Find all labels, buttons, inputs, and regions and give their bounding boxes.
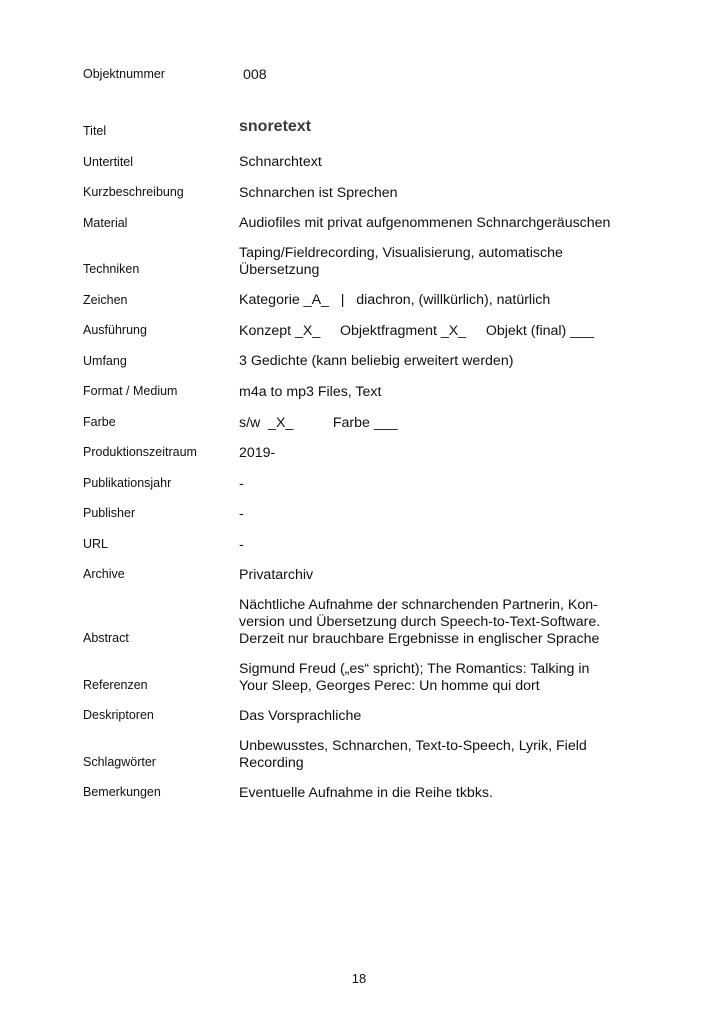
label-deskriptoren: Deskriptoren bbox=[83, 708, 154, 722]
value-abstract-line: version und Übersetzung durch Speech-to-Text-Software. bbox=[239, 614, 601, 630]
label-url: URL bbox=[83, 537, 109, 551]
value-abstract-line: Derzeit nur brauchbare Ergebnisse in englischer Sprache bbox=[239, 631, 600, 647]
label-untertitel: Untertitel bbox=[83, 155, 134, 169]
value-url: - bbox=[239, 537, 244, 553]
value-archive: Privatarchiv bbox=[239, 567, 314, 583]
label-referenzen: Referenzen bbox=[83, 678, 148, 692]
value-techniken-line: Übersetzung bbox=[239, 262, 320, 278]
value-techniken bbox=[239, 245, 649, 279]
label-kurzbeschreibung: Kurzbeschreibung bbox=[83, 185, 184, 199]
value-schlagwoerter bbox=[239, 738, 649, 772]
value-untertitel: Schnarchtext bbox=[239, 154, 322, 170]
label-abstract: Abstract bbox=[83, 631, 129, 645]
label-material: Material bbox=[83, 216, 128, 230]
value-farbe: s/w _X_ Farbe ___ bbox=[239, 415, 398, 431]
value-material: Audiofiles mit privat aufgenommenen Schnarchgeräuschen bbox=[239, 215, 611, 231]
value-titel: snoretext bbox=[239, 118, 312, 135]
value-publisher: - bbox=[239, 506, 244, 522]
value-referenzen bbox=[239, 661, 649, 695]
value-schlagwoerter-line: Recording bbox=[239, 755, 304, 771]
label-farbe: Farbe bbox=[83, 415, 116, 429]
value-objektnummer: 008 bbox=[243, 67, 267, 83]
label-zeichen: Zeichen bbox=[83, 293, 128, 307]
label-schlagwoerter: Schlagwörter bbox=[83, 755, 156, 769]
label-format: Format / Medium bbox=[83, 384, 178, 398]
value-bemerkungen: Eventuelle Aufnahme in die Reihe tkbks. bbox=[239, 785, 493, 801]
value-schlagwoerter-line: Unbewusstes, Schnarchen, Text-to-Speech, Lyrik, Field bbox=[239, 738, 587, 754]
value-abstract-line: Nächtliche Aufnahme der schnarchenden Partnerin, Kon- bbox=[239, 597, 598, 613]
label-umfang: Umfang bbox=[83, 354, 127, 368]
value-abstract bbox=[239, 597, 649, 648]
value-zeichen: Kategorie _A_ | diachron, (willkürlich), natürlich bbox=[239, 292, 551, 308]
value-referenzen-line: Sigmund Freud („es“ spricht); The Romantics: Talking in bbox=[239, 661, 590, 677]
value-umfang: 3 Gedichte (kann beliebig erweitert werden) bbox=[239, 353, 514, 369]
label-objektnummer: Objektnummer bbox=[83, 67, 165, 81]
label-ausfuehrung: Ausführung bbox=[83, 323, 147, 337]
value-ausfuehrung: Konzept _X_ Objektfragment _X_ Objekt (final) ___ bbox=[239, 323, 594, 339]
label-archive: Archive bbox=[83, 567, 125, 581]
value-produktionszeitraum: 2019- bbox=[239, 445, 276, 461]
value-deskriptoren: Das Vorsprachliche bbox=[239, 708, 362, 724]
label-bemerkungen: Bemerkungen bbox=[83, 785, 161, 799]
value-publikationsjahr: - bbox=[239, 476, 244, 492]
value-techniken-line: Taping/Fieldrecording, Visualisierung, automatische bbox=[239, 245, 563, 261]
page-number: 18 bbox=[351, 971, 367, 986]
label-publisher: Publisher bbox=[83, 506, 136, 520]
label-techniken: Techniken bbox=[83, 262, 140, 276]
value-format: m4a to mp3 Files, Text bbox=[239, 384, 382, 400]
label-publikationsjahr: Publikationsjahr bbox=[83, 476, 172, 490]
value-referenzen-line: Your Sleep, Georges Perec: Un homme qui dort bbox=[239, 678, 540, 694]
label-titel: Titel bbox=[83, 124, 107, 138]
label-produktionszeitraum: Produktionszeitraum bbox=[83, 445, 197, 459]
value-kurzbeschreibung: Schnarchen ist Sprechen bbox=[239, 185, 398, 201]
